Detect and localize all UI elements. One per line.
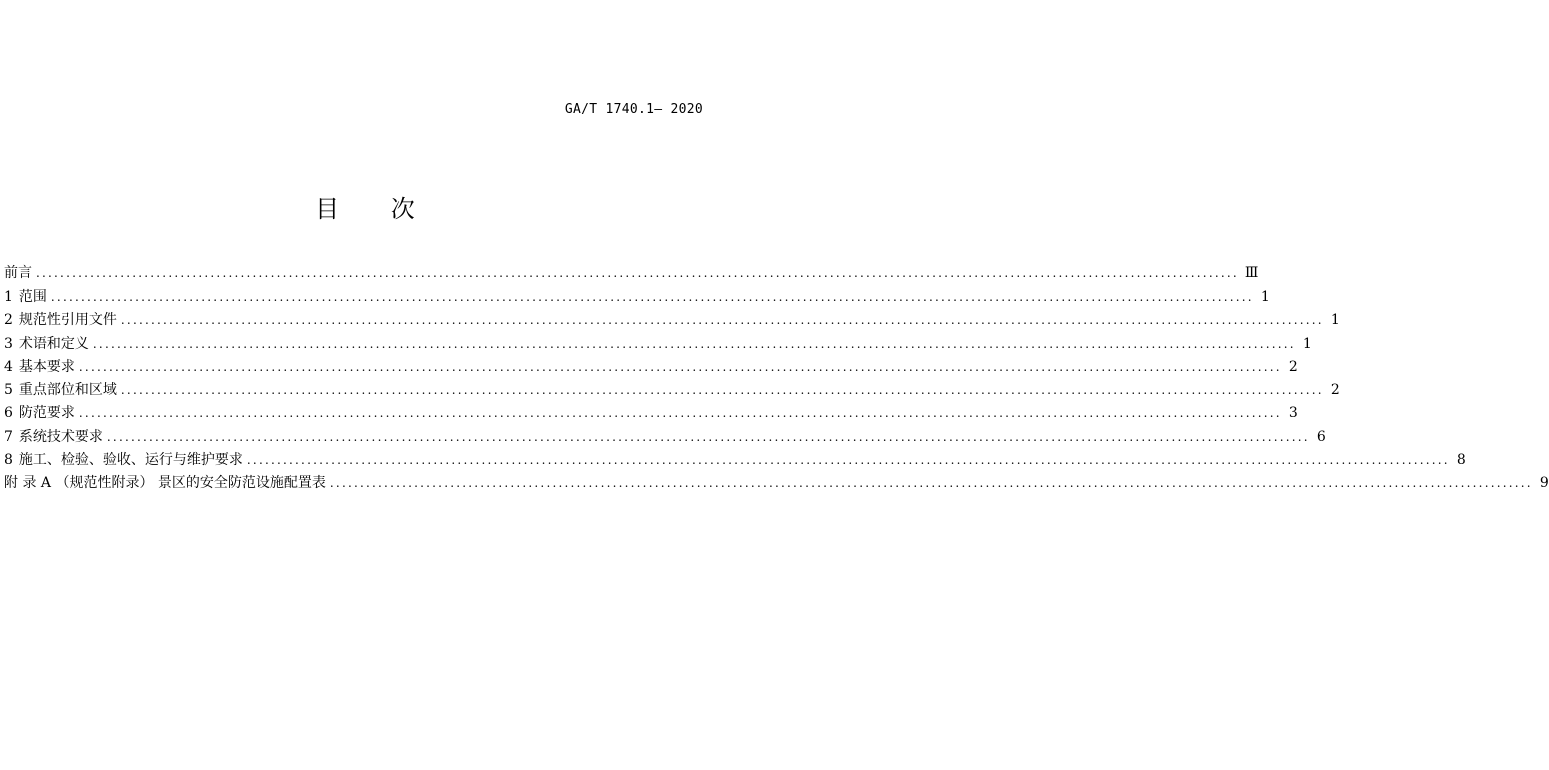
- toc-entry-label: [4, 426, 107, 449]
- toc-entry-normative-references[interactable]: [4, 309, 1340, 332]
- toc-entry-label: [4, 356, 79, 379]
- toc-entry-page: 3: [1288, 405, 1298, 422]
- toc-entry-number: 7: [4, 428, 13, 445]
- toc-entry-number: 1: [4, 288, 13, 305]
- toc-entry-label: [4, 286, 51, 309]
- toc-entry-label: [4, 402, 79, 425]
- toc-entry-key-areas[interactable]: [4, 379, 1340, 402]
- toc-entry-label: [4, 309, 121, 332]
- toc-entry-title: 重点部位和区域: [18, 382, 117, 399]
- toc-entry-appendix-a[interactable]: [4, 472, 1549, 495]
- toc-entry-label: [4, 379, 121, 402]
- toc-entry-number: 6: [4, 405, 13, 422]
- toc-entry-page: 2: [1288, 358, 1298, 375]
- toc-entry-system-technical-requirements[interactable]: [4, 426, 1326, 449]
- toc-entry-number: 5: [4, 382, 13, 399]
- table-of-contents: [4, 262, 1549, 496]
- toc-entry-title: 术语和定义: [18, 335, 89, 352]
- toc-entry-title: 范围: [18, 288, 47, 305]
- toc-entry-protection-requirements[interactable]: [4, 402, 1298, 425]
- toc-entry-basic-requirements[interactable]: [4, 356, 1298, 379]
- toc-entry-terms-definitions[interactable]: [4, 333, 1312, 356]
- toc-leader-dots: ........................................................................................................................................................................................................: [78, 359, 1282, 374]
- toc-entry-foreword[interactable]: [4, 262, 1259, 285]
- toc-leader-dots: ........................................................................................................................................................................................................: [329, 476, 1533, 491]
- toc-entry-label: [4, 262, 36, 285]
- toc-entry-title: 规范性引用文件: [18, 312, 117, 329]
- toc-entry-title: 基本要求: [18, 358, 75, 375]
- toc-entry-title: 附 录 A （规范性附录） 景区的安全防范设施配置表: [4, 475, 326, 492]
- toc-entry-page: 1: [1260, 288, 1270, 305]
- toc-entry-page: 9: [1539, 475, 1549, 492]
- toc-leader-dots: ........................................................................................................................................................................................................: [78, 406, 1282, 421]
- toc-entry-page: 1: [1302, 335, 1312, 352]
- toc-entry-construction-maintenance[interactable]: [4, 449, 1466, 472]
- toc-leader-dots: ........................................................................................................................................................................................................: [50, 289, 1254, 304]
- toc-entry-number: 2: [4, 312, 13, 329]
- toc-entry-number: 3: [4, 335, 13, 352]
- toc-entry-page: 1: [1330, 312, 1340, 329]
- toc-entry-label: [4, 472, 330, 495]
- toc-entry-label: [4, 449, 247, 472]
- toc-title: 目 次: [315, 195, 437, 223]
- toc-entry-scope[interactable]: [4, 286, 1270, 309]
- toc-entry-page: 2: [1330, 382, 1340, 399]
- toc-leader-dots: ........................................................................................................................................................................................................: [106, 429, 1310, 444]
- toc-entry-page: Ⅲ: [1244, 265, 1259, 281]
- toc-entry-page: 6: [1316, 428, 1326, 445]
- toc-entry-page: 8: [1456, 452, 1466, 469]
- toc-entry-title: 系统技术要求: [18, 428, 103, 445]
- toc-entry-label: [4, 333, 93, 356]
- toc-entry-title: 施工、检验、验收、运行与维护要求: [18, 452, 243, 469]
- toc-leader-dots: ........................................................................................................................................................................................................: [246, 453, 1450, 468]
- toc-entry-title: 防范要求: [18, 405, 75, 422]
- toc-leader-dots: ........................................................................................................................................................................................................: [36, 266, 1239, 280]
- toc-entry-title: 前言: [4, 265, 32, 281]
- toc-leader-dots: ........................................................................................................................................................................................................: [120, 313, 1324, 328]
- document-code: GA/T 1740.1— 2020: [564, 102, 703, 117]
- toc-leader-dots: ........................................................................................................................................................................................................: [92, 336, 1296, 351]
- toc-leader-dots: ........................................................................................................................................................................................................: [120, 383, 1324, 398]
- toc-entry-number: 4: [4, 358, 13, 375]
- toc-entry-number: 8: [4, 452, 13, 469]
